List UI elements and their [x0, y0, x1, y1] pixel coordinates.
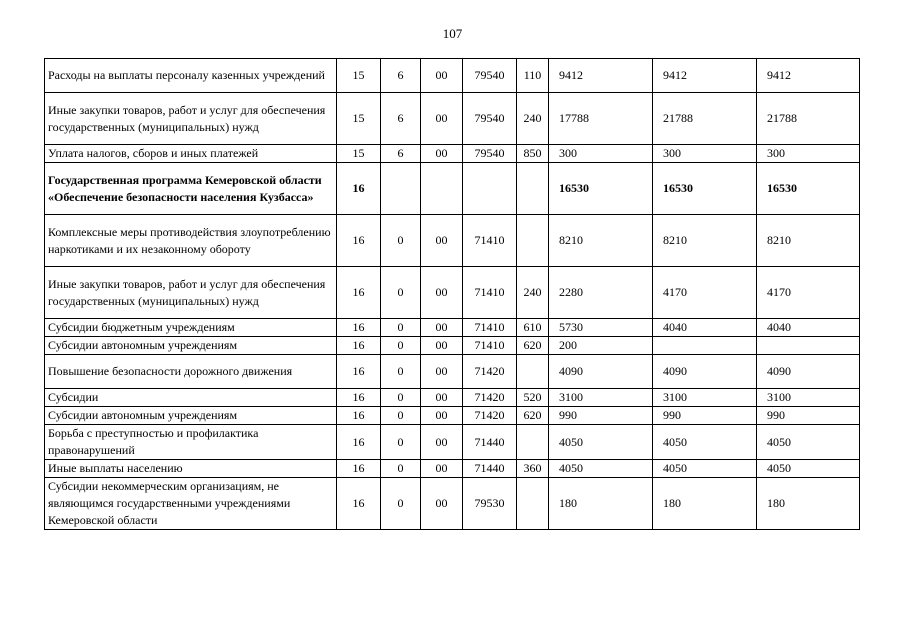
amount-year-1: 990 — [549, 407, 653, 425]
expense-type-code: 360 — [517, 460, 549, 478]
direction-code: 71410 — [463, 215, 517, 267]
table-row — [45, 407, 860, 425]
expense-type-code: 610 — [517, 319, 549, 337]
table-row — [45, 425, 860, 460]
amount-year-2: 4090 — [653, 355, 757, 389]
table-row — [45, 215, 860, 267]
amount-year-1: 2280 — [549, 267, 653, 319]
row-name: Государственная программа Кемеровской области «Обеспечение безопасности населения Кузбасса» — [45, 163, 337, 215]
amount-year-1: 4090 — [549, 355, 653, 389]
program-code: 00 — [421, 215, 463, 267]
amount-year-3: 8210 — [757, 215, 860, 267]
section-code: 16 — [337, 389, 381, 407]
section-code: 16 — [337, 407, 381, 425]
direction-code: 71410 — [463, 337, 517, 355]
amount-year-2: 8210 — [653, 215, 757, 267]
program-code: 00 — [421, 407, 463, 425]
subsection-code: 0 — [381, 215, 421, 267]
page-number: 107 — [442, 26, 463, 41]
amount-year-1: 200 — [549, 337, 653, 355]
program-code: 00 — [421, 93, 463, 145]
subsection-code: 0 — [381, 425, 421, 460]
row-name: Иные выплаты населению — [45, 460, 337, 478]
section-code: 16 — [337, 478, 381, 530]
subsection-code: 6 — [381, 93, 421, 145]
amount-year-1: 5730 — [549, 319, 653, 337]
subsection-code — [381, 163, 421, 215]
table-row — [45, 460, 860, 478]
amount-year-3: 4050 — [757, 425, 860, 460]
table-row — [45, 267, 860, 319]
direction-code — [463, 163, 517, 215]
expense-type-code: 240 — [517, 93, 549, 145]
table-row — [45, 145, 860, 163]
direction-code: 79540 — [463, 93, 517, 145]
amount-year-1: 9412 — [549, 59, 653, 93]
row-name: Субсидии автономным учреждениям — [45, 407, 337, 425]
direction-code: 71420 — [463, 407, 517, 425]
program-code: 00 — [421, 355, 463, 389]
row-name: Иные закупки товаров, работ и услуг для обеспечения государственных (муниципальных) нужд — [45, 93, 337, 145]
amount-year-3: 4040 — [757, 319, 860, 337]
table-row — [45, 59, 860, 93]
direction-code: 71420 — [463, 355, 517, 389]
amount-year-2: 300 — [653, 145, 757, 163]
table-row — [45, 389, 860, 407]
subsection-code: 0 — [381, 407, 421, 425]
amount-year-2: 16530 — [653, 163, 757, 215]
amount-year-2: 4050 — [653, 425, 757, 460]
row-name: Иные закупки товаров, работ и услуг для обеспечения государственных (муниципальных) нужд — [45, 267, 337, 319]
direction-code: 71410 — [463, 319, 517, 337]
expense-type-code — [517, 425, 549, 460]
section-code: 15 — [337, 145, 381, 163]
amount-year-1: 4050 — [549, 425, 653, 460]
subsection-code: 0 — [381, 460, 421, 478]
row-name: Субсидии автономным учреждениям — [45, 337, 337, 355]
expense-type-code: 620 — [517, 407, 549, 425]
section-code: 16 — [337, 215, 381, 267]
section-code: 16 — [337, 319, 381, 337]
expense-type-code: 110 — [517, 59, 549, 93]
budget-table — [44, 58, 860, 530]
section-code: 16 — [337, 267, 381, 319]
row-name: Субсидии — [45, 389, 337, 407]
amount-year-2: 3100 — [653, 389, 757, 407]
amount-year-3: 9412 — [757, 59, 860, 93]
amount-year-3: 180 — [757, 478, 860, 530]
amount-year-3: 4170 — [757, 267, 860, 319]
amount-year-2: 4050 — [653, 460, 757, 478]
program-code: 00 — [421, 389, 463, 407]
amount-year-3: 4050 — [757, 460, 860, 478]
program-code: 00 — [421, 59, 463, 93]
table-row — [45, 337, 860, 355]
subsection-code: 0 — [381, 389, 421, 407]
program-code — [421, 163, 463, 215]
program-code: 00 — [421, 478, 463, 530]
direction-code: 71420 — [463, 389, 517, 407]
direction-code: 71410 — [463, 267, 517, 319]
amount-year-3: 4090 — [757, 355, 860, 389]
amount-year-3 — [757, 337, 860, 355]
subsection-code: 6 — [381, 145, 421, 163]
amount-year-3: 300 — [757, 145, 860, 163]
amount-year-1: 4050 — [549, 460, 653, 478]
row-name: Субсидии бюджетным учреждениям — [45, 319, 337, 337]
amount-year-1: 17788 — [549, 93, 653, 145]
amount-year-1: 3100 — [549, 389, 653, 407]
expense-type-code: 240 — [517, 267, 549, 319]
expense-type-code: 520 — [517, 389, 549, 407]
subsection-code: 6 — [381, 59, 421, 93]
program-code: 00 — [421, 425, 463, 460]
direction-code: 71440 — [463, 460, 517, 478]
row-name: Субсидии некоммерческим организациям, не являющимся государственными учреждениями Кемеровской области — [45, 478, 337, 530]
subsection-code: 0 — [381, 355, 421, 389]
table-row — [45, 93, 860, 145]
amount-year-2: 4040 — [653, 319, 757, 337]
subsection-code: 0 — [381, 319, 421, 337]
expense-type-code: 620 — [517, 337, 549, 355]
amount-year-3: 990 — [757, 407, 860, 425]
direction-code: 79530 — [463, 478, 517, 530]
subsection-code: 0 — [381, 478, 421, 530]
amount-year-1: 300 — [549, 145, 653, 163]
table-body — [45, 59, 860, 530]
program-code: 00 — [421, 267, 463, 319]
row-name: Уплата налогов, сборов и иных платежей — [45, 145, 337, 163]
section-code: 16 — [337, 355, 381, 389]
amount-year-2: 9412 — [653, 59, 757, 93]
amount-year-2 — [653, 337, 757, 355]
amount-year-3: 21788 — [757, 93, 860, 145]
subsection-code: 0 — [381, 337, 421, 355]
section-code: 15 — [337, 93, 381, 145]
expense-type-code — [517, 478, 549, 530]
table-row — [45, 163, 860, 215]
amount-year-2: 21788 — [653, 93, 757, 145]
section-code: 16 — [337, 337, 381, 355]
amount-year-2: 180 — [653, 478, 757, 530]
section-code: 15 — [337, 59, 381, 93]
expense-type-code: 850 — [517, 145, 549, 163]
amount-year-3: 3100 — [757, 389, 860, 407]
amount-year-2: 4170 — [653, 267, 757, 319]
program-code: 00 — [421, 145, 463, 163]
section-code: 16 — [337, 425, 381, 460]
expense-type-code — [517, 355, 549, 389]
row-name: Комплексные меры противодействия злоупотреблению наркотиками и их незаконному обороту — [45, 215, 337, 267]
row-name: Борьба с преступностью и профилактика правонарушений — [45, 425, 337, 460]
amount-year-3: 16530 — [757, 163, 860, 215]
amount-year-2: 990 — [653, 407, 757, 425]
program-code: 00 — [421, 337, 463, 355]
program-code: 00 — [421, 319, 463, 337]
direction-code: 71440 — [463, 425, 517, 460]
table-row — [45, 478, 860, 530]
amount-year-1: 16530 — [549, 163, 653, 215]
row-name: Расходы на выплаты персоналу казенных учреждений — [45, 59, 337, 93]
row-name: Повышение безопасности дорожного движения — [45, 355, 337, 389]
expense-type-code — [517, 163, 549, 215]
section-code: 16 — [337, 163, 381, 215]
table-row — [45, 355, 860, 389]
direction-code: 79540 — [463, 59, 517, 93]
expense-type-code — [517, 215, 549, 267]
section-code: 16 — [337, 460, 381, 478]
table-row — [45, 319, 860, 337]
amount-year-1: 8210 — [549, 215, 653, 267]
subsection-code: 0 — [381, 267, 421, 319]
program-code: 00 — [421, 460, 463, 478]
direction-code: 79540 — [463, 145, 517, 163]
amount-year-1: 180 — [549, 478, 653, 530]
